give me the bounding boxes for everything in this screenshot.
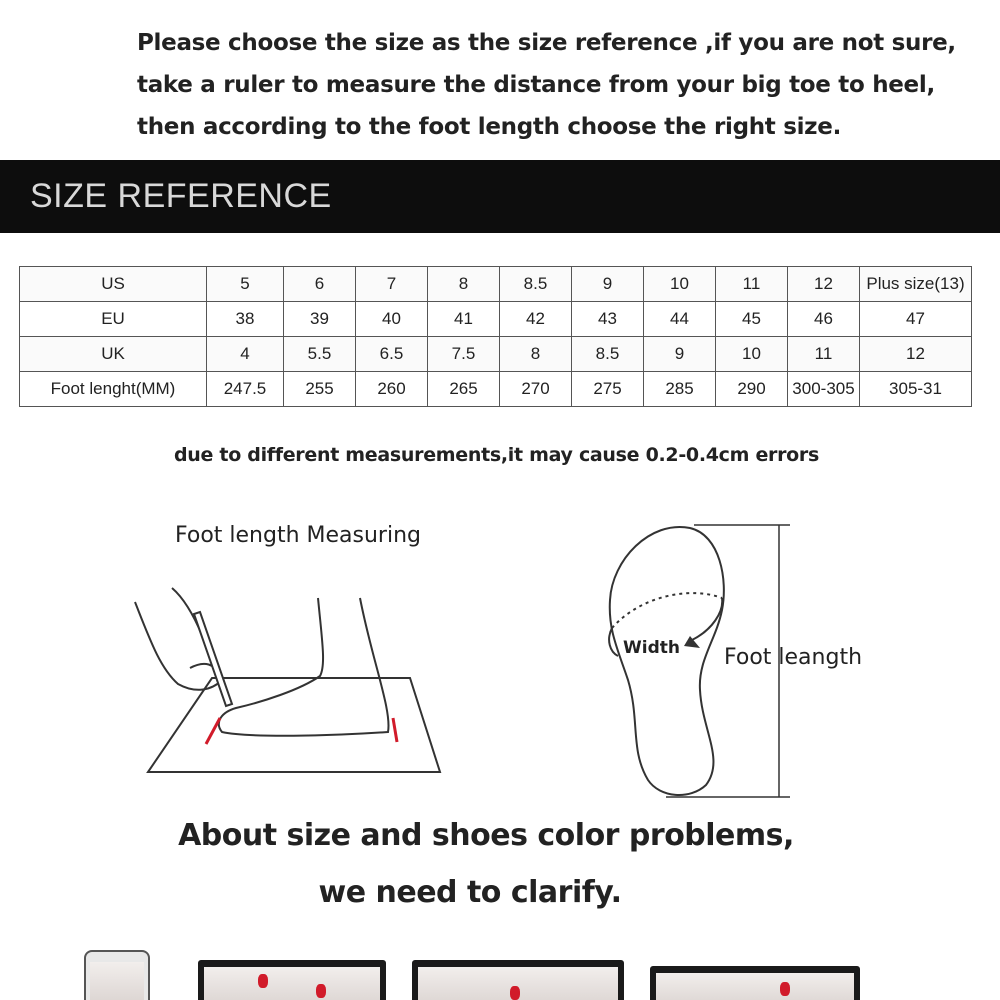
intro-text xyxy=(137,22,956,148)
table-cell: 46 xyxy=(788,302,860,337)
table-cell: 7 xyxy=(356,267,428,302)
width-label: Width xyxy=(623,638,680,658)
laptop-preview-image-3 xyxy=(650,966,860,1000)
table-cell: 290 xyxy=(716,372,788,407)
table-cell: 8.5 xyxy=(572,337,644,372)
table-cell: 47 xyxy=(860,302,972,337)
intro-line-2: take a ruler to measure the distance from your big toe to heel, xyxy=(137,72,935,98)
width-line xyxy=(612,593,722,628)
laptop-preview-image-2 xyxy=(412,960,624,1000)
table-cell: 5.5 xyxy=(284,337,356,372)
width-arrow-right xyxy=(692,598,722,640)
table-cell: 6 xyxy=(284,267,356,302)
table-cell: 8 xyxy=(428,267,500,302)
measurement-note: due to different measurements,it may cause 0.2-0.4cm errors xyxy=(174,444,820,466)
laptop-preview-image-1 xyxy=(198,960,386,1000)
intro-line-1: Please choose the size as the size reference ,if you are not sure, xyxy=(137,30,956,56)
table-cell: 300-305 xyxy=(788,372,860,407)
table-cell: 7.5 xyxy=(428,337,500,372)
banner-title: SIZE REFERENCE xyxy=(30,177,332,215)
table-row-header: US xyxy=(20,267,207,302)
phone-preview-image xyxy=(84,950,150,1000)
table-cell: 10 xyxy=(644,267,716,302)
table-cell: 11 xyxy=(716,267,788,302)
table-cell: 9 xyxy=(572,267,644,302)
red-garment-mark xyxy=(780,982,790,996)
table-cell: 45 xyxy=(716,302,788,337)
table-cell: 43 xyxy=(572,302,644,337)
table-cell: 9 xyxy=(644,337,716,372)
table-cell: 44 xyxy=(644,302,716,337)
sole-outline xyxy=(610,527,724,795)
table-cell: 12 xyxy=(788,267,860,302)
table-cell: 41 xyxy=(428,302,500,337)
heel-mark xyxy=(393,718,397,742)
table-cell: 38 xyxy=(207,302,284,337)
intro-line-3: then according to the foot length choose the right size. xyxy=(137,114,842,140)
table-cell: 247.5 xyxy=(207,372,284,407)
table-cell: 260 xyxy=(356,372,428,407)
red-garment-mark xyxy=(510,986,520,1000)
table-cell: 12 xyxy=(860,337,972,372)
table-cell: 39 xyxy=(284,302,356,337)
table-cell: 8.5 xyxy=(500,267,572,302)
foot-outline-side xyxy=(219,598,389,736)
pen xyxy=(194,612,232,706)
size-table xyxy=(19,266,972,407)
about-heading-1: About size and shoes color problems, xyxy=(178,818,794,853)
table-cell: 305-31 xyxy=(860,372,972,407)
table-cell: 8 xyxy=(500,337,572,372)
table-cell: 285 xyxy=(644,372,716,407)
table-row xyxy=(20,372,972,407)
about-heading-2: we need to clarify. xyxy=(318,875,622,910)
table-cell: 11 xyxy=(788,337,860,372)
table-cell: 10 xyxy=(716,337,788,372)
red-garment-mark xyxy=(316,984,326,998)
table-cell: Plus size(13) xyxy=(860,267,972,302)
table-row xyxy=(20,302,972,337)
table-row xyxy=(20,267,972,302)
table-cell: 6.5 xyxy=(356,337,428,372)
red-garment-mark xyxy=(258,974,268,988)
paper-sheet xyxy=(148,678,440,772)
measuring-label: Foot length Measuring xyxy=(175,523,421,548)
length-label: Foot leangth xyxy=(724,645,863,670)
toe-mark xyxy=(206,718,220,744)
table-cell: 270 xyxy=(500,372,572,407)
table-cell: 265 xyxy=(428,372,500,407)
table-cell: 42 xyxy=(500,302,572,337)
table-cell: 5 xyxy=(207,267,284,302)
width-arrow-left xyxy=(609,628,618,656)
table-cell: 275 xyxy=(572,372,644,407)
table-row-header: EU xyxy=(20,302,207,337)
device-previews xyxy=(0,940,1000,1000)
table-cell: 4 xyxy=(207,337,284,372)
table-cell: 40 xyxy=(356,302,428,337)
table-row xyxy=(20,337,972,372)
size-reference-banner xyxy=(0,160,1000,233)
table-row-header: UK xyxy=(20,337,207,372)
table-cell: 255 xyxy=(284,372,356,407)
table-row-header: Foot lenght(MM) xyxy=(20,372,207,407)
